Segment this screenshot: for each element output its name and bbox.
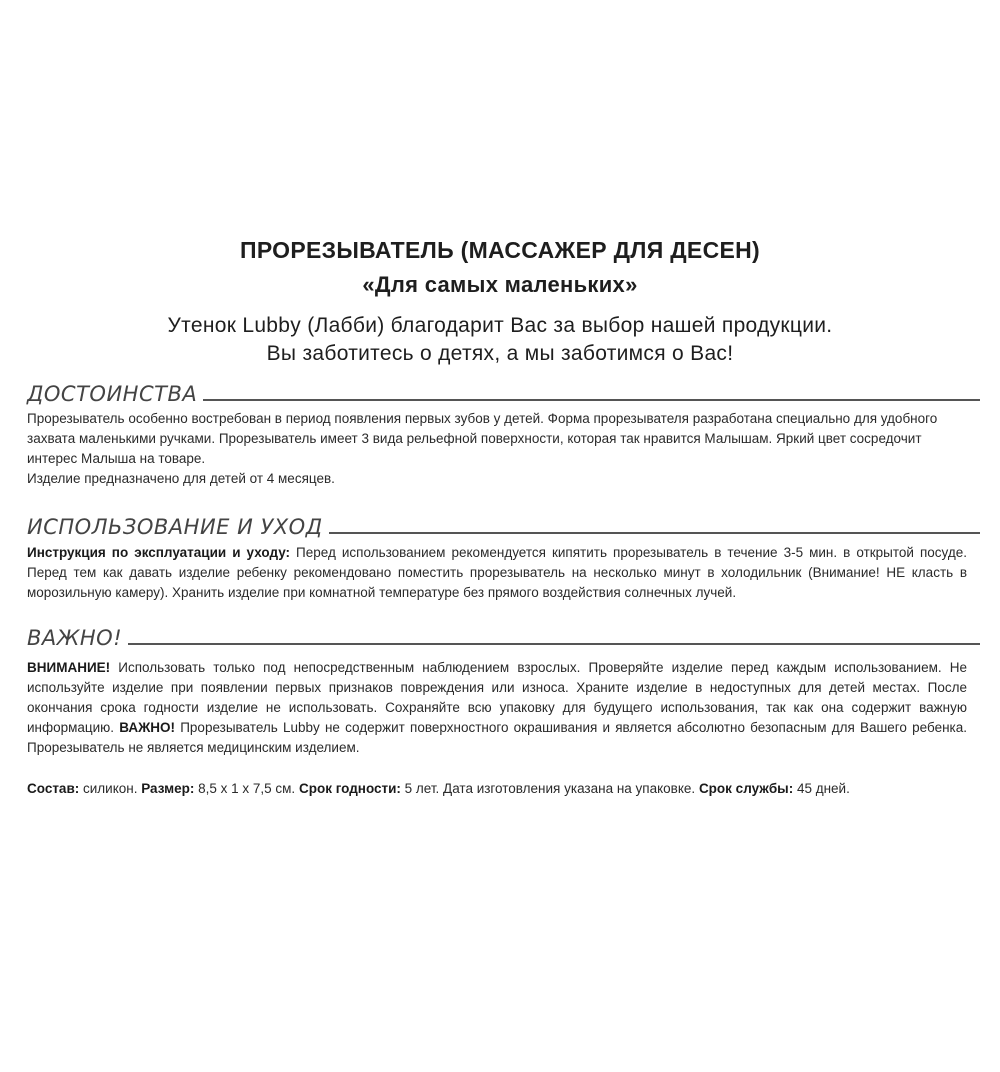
product-title: ПРОРЕЗЫВАТЕЛЬ (МАССАЖЕР ДЛЯ ДЕСЕН) — [239, 237, 760, 263]
important-label: ВАЖНО! — [119, 720, 176, 735]
size-value: 8,5 х 1 х 7,5 см. — [194, 781, 299, 796]
product-subtitle: «Для самых маленьких» — [362, 272, 638, 297]
section-heading-usage — [27, 509, 980, 539]
composition-label: Состав: — [27, 781, 80, 796]
usage-text — [27, 543, 967, 603]
usage-bold-label: Инструкция по эксплуатации и уходу: — [27, 545, 291, 560]
section-heading-important — [27, 620, 980, 650]
attention-label: ВНИМАНИЕ! — [27, 660, 111, 675]
advantages-paragraph: Прорезыватель особенно востребован в период появления первых зубов у детей. Форма прорезывателя разработана специально для удобного захвата маленькими ручками. Прорезыватель имеет 3 вида рельефной поверхности, которая так нравится Малышам. Яркий цвет сосредочит интерес Малыша на товаре. — [27, 411, 938, 466]
heading-rule — [329, 532, 980, 534]
shelf-life-label: Срок годности: — [298, 781, 401, 796]
specs-line — [27, 779, 967, 799]
thanks-line: Утенок Lubby (Лабби) благодарит Вас за выбор нашей продукции. — [167, 314, 833, 337]
service-life-label: Срок службы: — [698, 781, 794, 796]
heading-rule — [128, 643, 980, 645]
usage-instructions: Перед использованием рекомендуется кипятить прорезыватель в течение 3-5 мин. в открытой посуде. Перед тем как давать изделие ребенку рекомендовано поместить прорезыватель на несколько минут в холодильник (Внимание! НЕ класть в морозильную камеру). Хранить изделие при комнатной температуре без прямого воздействия солнечных лучей. — [27, 545, 967, 600]
composition-value: силикон. — [79, 781, 142, 796]
heading-rule — [203, 399, 980, 401]
heading-label: ДОСТОИНСТВА — [27, 382, 198, 406]
size-label: Размер: — [141, 781, 195, 796]
important-text — [27, 658, 967, 758]
age-note: Изделие предназначено для детей от 4 месяцев. — [27, 471, 335, 486]
advantages-text — [27, 409, 967, 489]
attention-text: Использовать только под непосредственным наблюдением взрослых. Проверяйте изделие перед каждым использованием. Не используйте изделие при появлении первых признаков повреждения или износа. Храните изделие в недоступных для детей местах. После окончания срока годности изделие не использовать. Сохраняйте всю упаковку для будущего использования, так как она содержит важную информацию. — [27, 660, 967, 735]
section-heading-advantages — [27, 376, 980, 406]
heading-label: ВАЖНО! — [27, 626, 123, 650]
service-life-value: 45 дней. — [793, 781, 850, 796]
heading-label: ИСПОЛЬЗОВАНИЕ И УХОД — [27, 515, 323, 539]
care-line: Вы заботитесь о детях, а мы заботимся о Вас! — [266, 342, 734, 365]
shelf-life-value: 5 лет. Дата изготовления указана на упаковке. — [400, 781, 699, 796]
important-note: Прорезыватель Lubby не содержит поверхностного окрашивания и является абсолютно безопасным для Вашего ребенка. Прорезыватель не является медицинским изделием. — [27, 720, 967, 755]
